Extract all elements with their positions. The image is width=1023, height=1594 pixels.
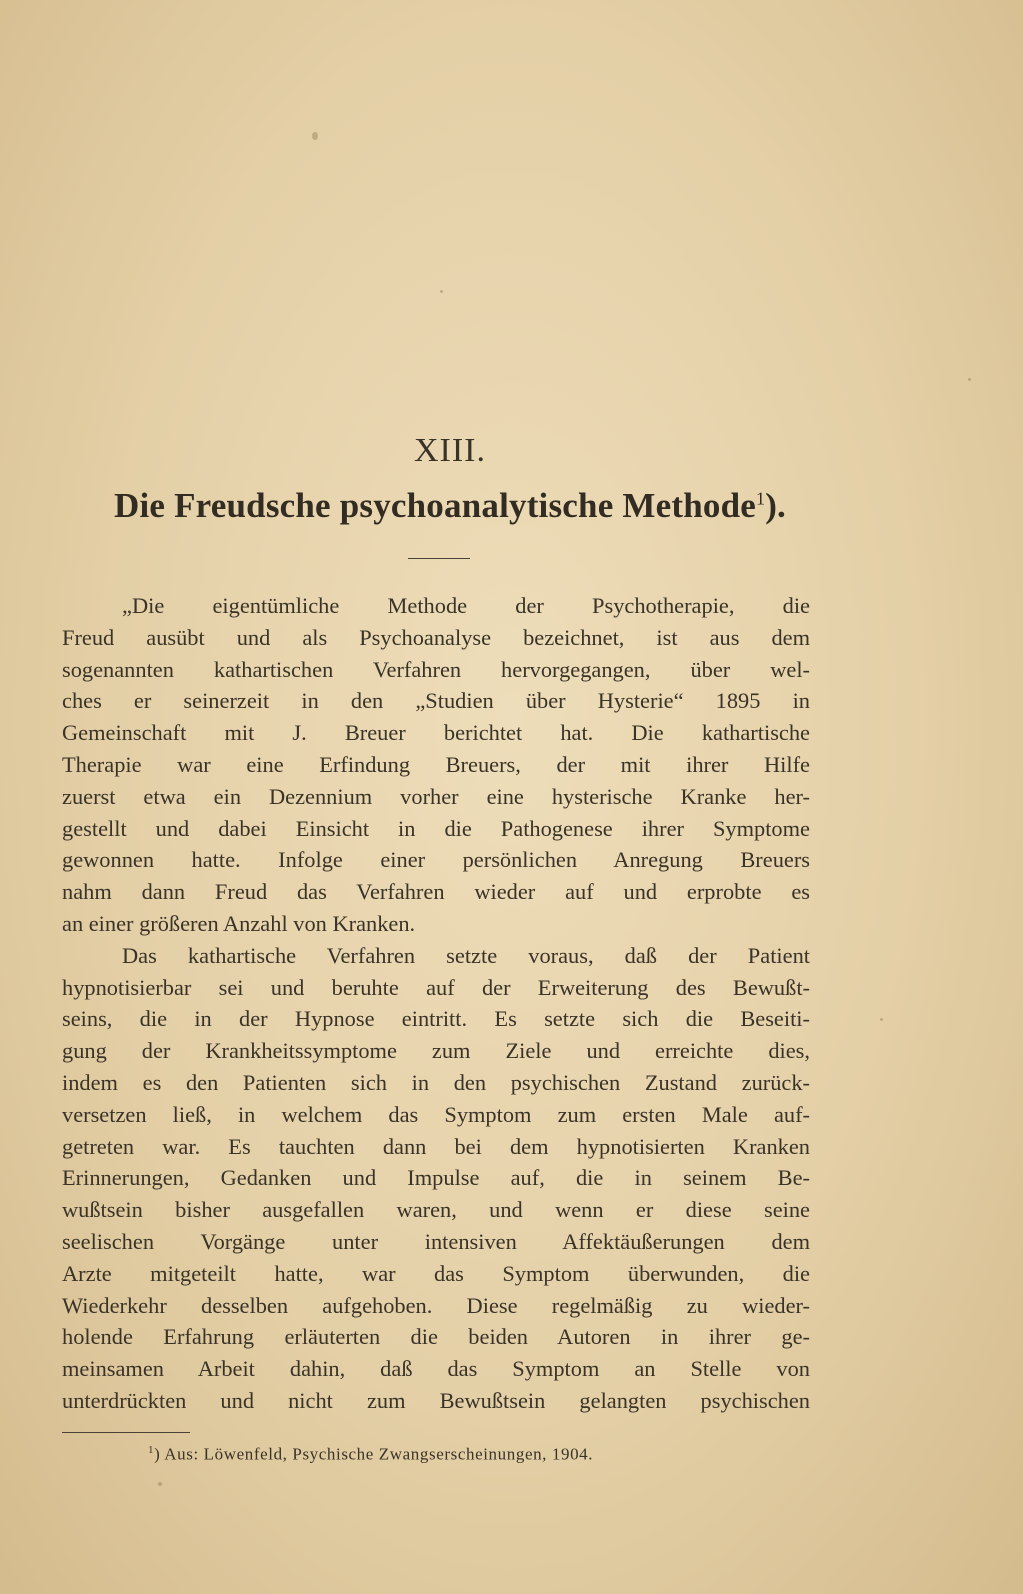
paper-speck xyxy=(968,378,971,381)
text-line: unterdrückten und nicht zum Bewußtsein gelangten psychischen xyxy=(62,1387,810,1413)
paper-speck xyxy=(440,290,443,293)
title-divider xyxy=(408,558,470,559)
text-line: gestellt und dabei Einsicht in die Pathogenese ihrer Symptome xyxy=(62,815,810,841)
chapter-number: XIII. xyxy=(413,432,487,469)
text-line: zuerst etwa ein Dezennium vorher eine hysterische Kranke her- xyxy=(62,783,810,809)
footnote-text: ) Aus: Löwenfeld, Psychische Zwangserscheinungen, 1904. xyxy=(154,1444,594,1464)
footnote-marker: 1 xyxy=(148,1444,155,1456)
footnote-reference: 1 xyxy=(755,488,766,509)
text-line: an einer größeren Anzahl von Kranken. xyxy=(62,910,416,936)
text-line: indem es den Patienten sich in den psychischen Zustand zurück- xyxy=(62,1069,810,1095)
chapter-title-end: ). xyxy=(765,486,786,525)
paper-speck xyxy=(312,132,318,140)
text-line: Das kathartische Verfahren setzte voraus, daß der Patient xyxy=(122,942,810,968)
text-line: getreten war. Es tauchten dann bei dem hypnotisierten Kranken xyxy=(62,1133,810,1159)
text-line: seelischen Vorgänge unter intensiven Affektäußerungen dem xyxy=(62,1228,810,1254)
text-line: meinsamen Arbeit dahin, daß das Symptom an Stelle von xyxy=(62,1356,810,1382)
footnote xyxy=(148,1444,788,1465)
text-line: Erinnerungen, Gedanken und Impulse auf, die in seinem Be- xyxy=(62,1165,810,1191)
text-line: Gemeinschaft mit J. Breuer berichtet hat. Die kathartische xyxy=(62,720,810,746)
text-line: ches er seinerzeit in den „Studien über Hysterie“ 1895 in xyxy=(62,688,810,714)
text-line: gewonnen hatte. Infolge einer persönlichen Anregung Breuers xyxy=(62,847,810,873)
text-line: nahm dann Freud das Verfahren wieder auf und erprobte es xyxy=(62,879,810,905)
chapter-title xyxy=(60,486,840,526)
text-line: sogenannten kathartischen Verfahren hervorgegangen, über wel- xyxy=(62,656,810,682)
text-line: Freud ausübt und als Psychoanalyse bezeichnet, ist aus dem xyxy=(62,624,810,650)
text-line: hypnotisierbar sei und beruhte auf der Erweiterung des Bewußt- xyxy=(62,974,810,1000)
text-line: gung der Krankheitssymptome zum Ziele und erreichte dies, xyxy=(62,1038,810,1064)
text-line: Therapie war eine Erfindung Breuers, der mit ihrer Hilfe xyxy=(62,751,810,777)
text-line: Arzte mitgeteilt hatte, war das Symptom überwunden, die xyxy=(62,1260,810,1286)
paper-speck xyxy=(158,1482,162,1486)
text-line: „Die eigentümliche Methode der Psychotherapie, die xyxy=(122,593,810,618)
footnote-divider xyxy=(62,1432,190,1433)
body-text xyxy=(62,590,810,1417)
text-line: seins, die in der Hypnose eintritt. Es setzte sich die Beseiti- xyxy=(62,1006,810,1032)
text-line: wußtsein bisher ausgefallen waren, und wenn er diese seine xyxy=(62,1197,810,1223)
text-line: Wiederkehr desselben aufgehoben. Diese regelmäßig zu wieder- xyxy=(62,1292,810,1318)
chapter-title-text: Die Freudsche psychoanalytische Methode xyxy=(113,486,756,525)
paper-speck xyxy=(880,1018,883,1021)
text-line: holende Erfahrung erläuterten die beiden Autoren in ihrer ge- xyxy=(62,1324,810,1350)
text-line: versetzen ließ, in welchem das Symptom zum ersten Male auf- xyxy=(62,1101,810,1127)
